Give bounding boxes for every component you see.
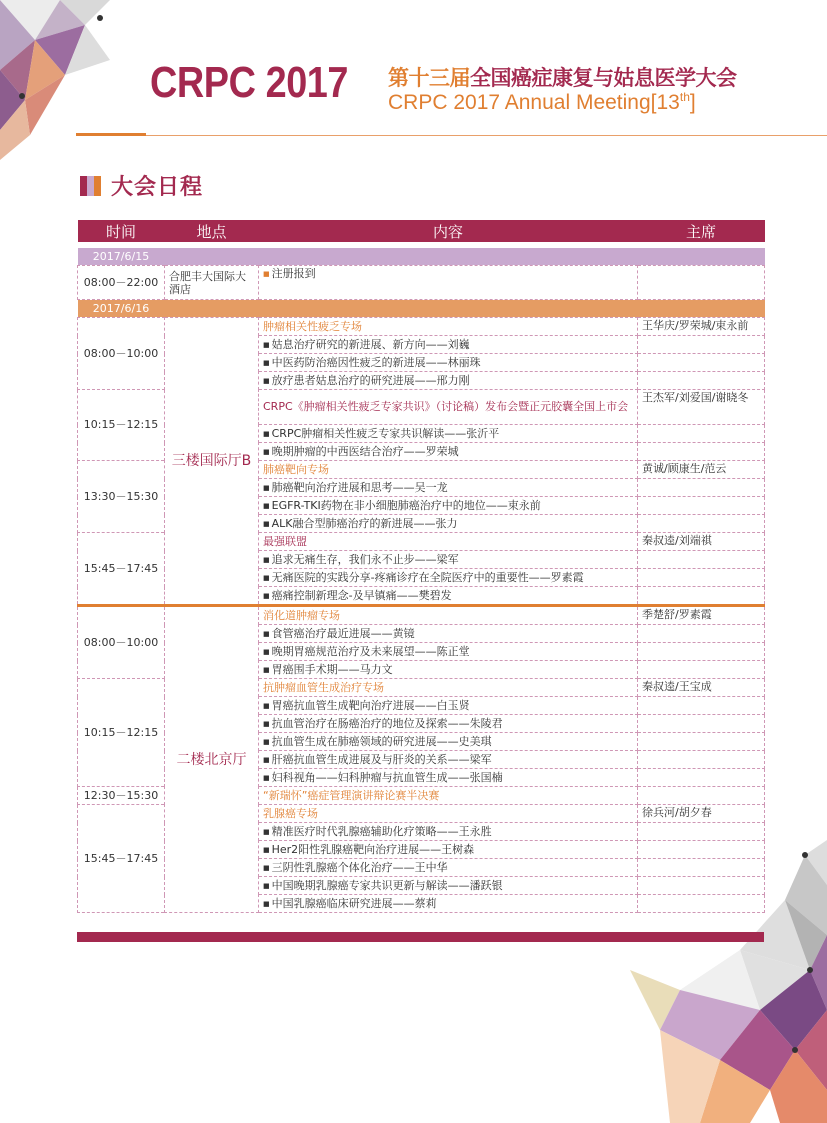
session-item: ■ 癌痛控制新理念-及早镇痛——樊碧发: [259, 587, 638, 606]
table-row: [78, 606, 765, 625]
session-item: ■ Her2阳性乳腺癌靶向治疗进展——王树森: [259, 841, 638, 859]
table-row: [78, 318, 765, 336]
conference-title-en-text: CRPC 2017 Annual Meeting[13: [388, 91, 680, 114]
session-topic: 最强联盟: [259, 533, 638, 551]
conference-title-en: [388, 90, 696, 115]
session-item: ■ 妇科视角——妇科肿瘤与抗血管生成——张国楠: [259, 769, 638, 787]
venue-cell: 合肥丰大国际大酒店: [165, 266, 259, 300]
time-cell: 08:00－10:00: [78, 606, 165, 679]
col-header-venue: 地点: [165, 220, 259, 242]
chair-cell: 秦叔逵/刘端祺: [638, 533, 765, 551]
session-item: ■ 三阴性乳腺癌个体化治疗——王中华: [259, 859, 638, 877]
section-title: 大会日程: [111, 175, 204, 200]
table-row: [78, 266, 765, 300]
time-cell: 13:30－15:30: [78, 461, 165, 533]
session-item: ■ 肺癌靶向治疗进展和思考——吴一龙: [259, 479, 638, 497]
chair-cell: [638, 266, 765, 300]
conference-name: 全国癌症康复与姑息医学大会: [470, 66, 737, 90]
session-item: ■ 放疗患者姑息治疗的研究进展——邢力刚: [259, 372, 638, 390]
session-item: ■ 抗血管生成在肺癌领域的研究进展——史美琪: [259, 733, 638, 751]
time-cell: 10:15－12:15: [78, 390, 165, 461]
col-header-content: 内容: [259, 220, 638, 242]
date-row-day1: [78, 248, 765, 266]
conference-title-cn: [388, 62, 737, 92]
chair-cell: 徐兵河/胡夕春: [638, 805, 765, 823]
time-cell: 15:45－17:45: [78, 533, 165, 606]
chair-cell: 季楚舒/罗素霞: [638, 606, 765, 625]
table-footer-bar: [77, 932, 764, 942]
schedule-table: [77, 220, 765, 913]
session-item: ■ 中国乳腺癌临床研究进展——蔡莉: [259, 895, 638, 913]
session-topic: 肺癌靶向专场: [259, 461, 638, 479]
conference-edition: 第十三届: [388, 66, 470, 90]
session-topic: 乳腺癌专场: [259, 805, 638, 823]
table-header-row: [78, 220, 765, 242]
time-cell: 08:00－10:00: [78, 318, 165, 390]
session-item: ■ CRPC肿瘤相关性疲乏专家共识解读——张沂平: [259, 425, 638, 443]
conference-title-en-close: ]: [689, 91, 696, 114]
session-item: ■ 晚期肿瘤的中西医结合治疗——罗荣城: [259, 443, 638, 461]
conference-logo: CRPC 2017: [150, 58, 349, 107]
session-item: ■ EGFR-TKI药物在非小细胞肺癌治疗中的地位——束永前: [259, 497, 638, 515]
session-topic: “新瑞怀”癌症管理演讲辩论赛半决赛: [259, 787, 638, 805]
session-topic: 抗肿瘤血管生成治疗专场: [259, 679, 638, 697]
session-item: ■ 中医药防治癌因性疲乏的新进展——林丽珠: [259, 354, 638, 372]
session-item: ■ 追求无痛生存，我们永不止步——梁军: [259, 551, 638, 569]
session-item: ■ 精准医疗时代乳腺癌辅助化疗策略——王永胜: [259, 823, 638, 841]
session-topic: 肿瘤相关性疲乏专场: [259, 318, 638, 336]
session-item: ■ 姑息治疗研究的新进展、新方向——刘巍: [259, 336, 638, 354]
decor-top-left: [0, 0, 130, 165]
session-item: ■ 无痛医院的实践分享-疼痛诊疗在全院医疗中的重要性——罗素霞: [259, 569, 638, 587]
section-heading: [80, 170, 203, 201]
time-cell: 15:45－17:45: [78, 805, 165, 913]
session-topic: CRPC《肿瘤相关性疲乏专家共识》（讨论稿）发布会暨正元胶囊全国上市会: [259, 390, 638, 425]
session-item: ■ 食管癌治疗最近进展——黄镜: [259, 625, 638, 643]
conference-title-en-sup: th: [679, 90, 690, 104]
session-topic: 消化道肿瘤专场: [259, 606, 638, 625]
session-item: ■ 中国晚期乳腺癌专家共识更新与解读——潘跃银: [259, 877, 638, 895]
chair-cell: 秦叔逵/王宝成: [638, 679, 765, 697]
chair-cell: 黄诚/顾康生/范云: [638, 461, 765, 479]
session-item: ■ ALK融合型肺癌治疗的新进展——张力: [259, 515, 638, 533]
col-header-chair: 主席: [638, 220, 765, 242]
time-cell: 10:15－12:15: [78, 679, 165, 787]
session-item: ■ 抗血管治疗在肠癌治疗的地位及探索——朱陵君: [259, 715, 638, 733]
header-divider-accent: [76, 133, 146, 136]
col-header-time: 时间: [78, 220, 165, 242]
time-cell: 08:00－22:00: [78, 266, 165, 300]
section-marker-icon: [80, 176, 101, 196]
date-row-day2: [78, 300, 765, 318]
time-cell: 12:30－15:30: [78, 787, 165, 805]
venue-cell: 三楼国际厅B: [165, 318, 259, 606]
date-label: 2017/6/15: [78, 248, 165, 266]
header-divider: [76, 135, 827, 136]
session-item: ■ 肝癌抗血管生成进展及与肝炎的关系——梁军: [259, 751, 638, 769]
session-item: ■ 胃癌围手术期——马力文: [259, 661, 638, 679]
session-item: ■ 晚期胃癌规范治疗及未来展望——陈正堂: [259, 643, 638, 661]
date-label: 2017/6/16: [78, 300, 165, 318]
chair-cell: 王华庆/罗荣城/束永前: [638, 318, 765, 336]
venue-cell: 二楼北京厅: [165, 606, 259, 913]
chair-cell: [638, 787, 765, 805]
session-item: ■ 注册报到: [259, 266, 638, 300]
chair-cell: 王杰军/刘爱国/谢晓冬: [638, 390, 765, 425]
session-item: ■ 胃癌抗血管生成靶向治疗进展——白玉贤: [259, 697, 638, 715]
